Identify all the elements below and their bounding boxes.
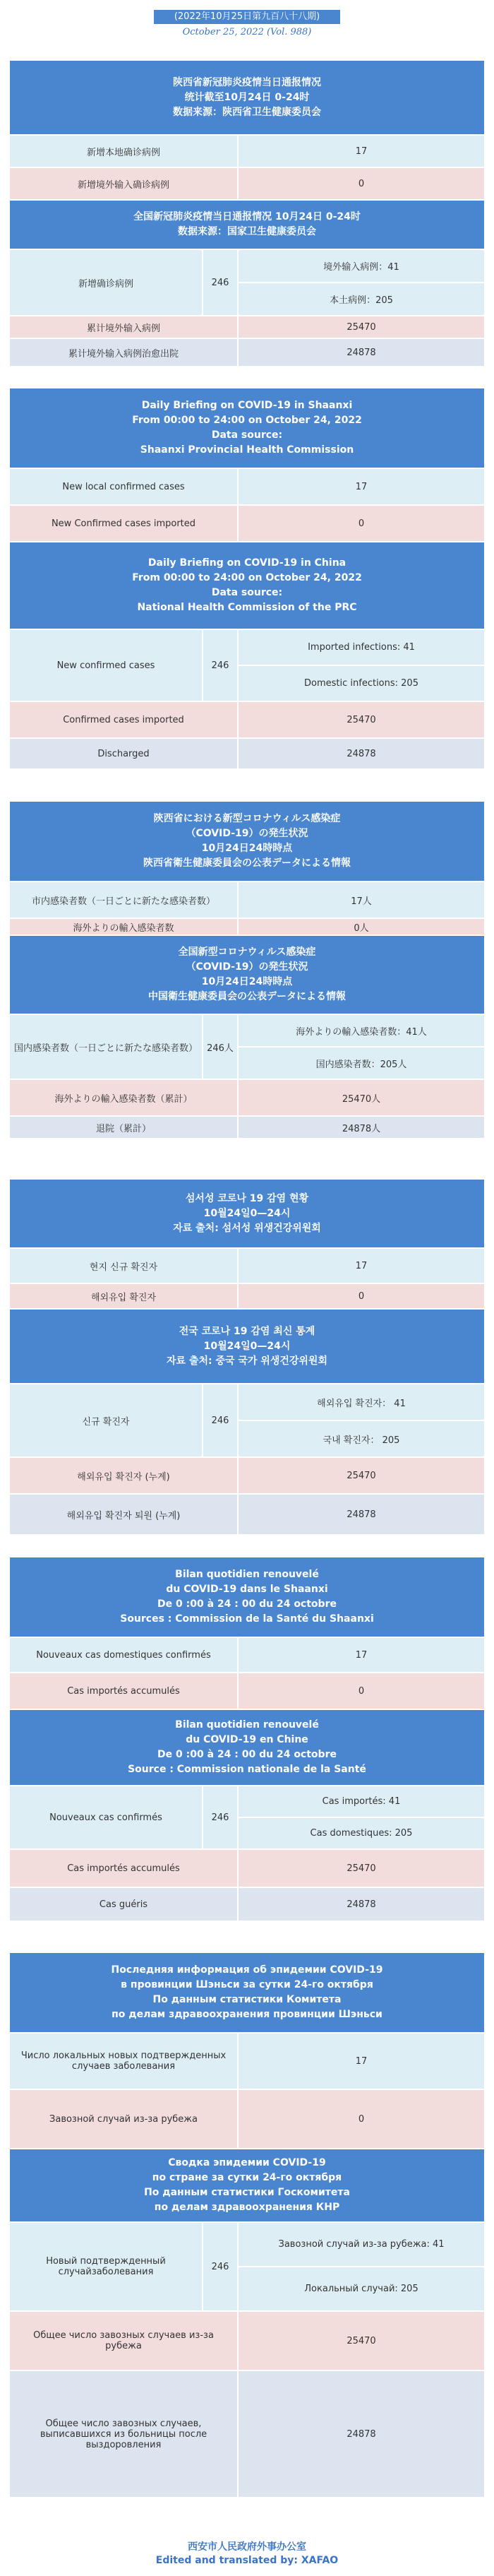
cumulative-imported-row: 海外よりの輸入感染者数（累計） 25470人 bbox=[10, 1079, 484, 1115]
shaanxi-briefing-title: Daily Briefing on COVID-19 in Shaanxi From 00:00 to 24:00 on October 24, 2022 Data source: Shaanxi Provincial Health Commission bbox=[10, 388, 484, 468]
china-new-cases-row: 国内感染者数（一日ごとに新たな感染者数） 246人 海外よりの輸入感染者数：41人 国内感染者数：205人 bbox=[10, 1014, 484, 1079]
issue-date-en: October 25, 2022 (Vol. 988) bbox=[182, 27, 312, 37]
new-imported-cases-row: Cas importés accumulés 0 bbox=[10, 1672, 484, 1709]
new-local-cases-row: 市内感染者数（一日ごとに新たな感染者数） 17人 bbox=[10, 881, 484, 918]
new-local-cases-row: 현지 신규 확진자 17 bbox=[10, 1247, 484, 1283]
china-new-cases-row: Новый подтвержденный случайзаболевания 246 Завозной случай из-за рубежа: 41 Локальный случай: 205 bbox=[10, 2221, 484, 2310]
china-briefing-title: Daily Briefing on COVID-19 in China From 00:00 to 24:00 on October 24, 2022 Data source: National Health Commission of the PRC bbox=[10, 541, 484, 629]
issue-date-cn: (2022年10月25日第九百八十八期) bbox=[154, 10, 340, 24]
new-local-cases-row: 新增本地确诊病例 17 bbox=[10, 134, 484, 167]
new-local-cases-row: New local confirmed cases 17 bbox=[10, 468, 484, 504]
cumulative-imported-row: 해외유입 확진자 (누계) 25470 bbox=[10, 1456, 484, 1493]
china-briefing-title: 전국 코로나 19 감염 최신 통계 10월24일0—24시 자료 출처: 중국 국가 위생건강위원회 bbox=[10, 1308, 484, 1383]
recovered-row: Cas guéris 24878 bbox=[10, 1887, 484, 1921]
section-chinese bbox=[10, 61, 484, 366]
section-french bbox=[10, 1557, 484, 1921]
china-new-cases-row: Nouveaux cas confirmés 246 Cas importés: 41 Cas domestiques: 205 bbox=[10, 1785, 484, 1848]
section-russian bbox=[10, 1953, 484, 2497]
china-new-cases-row: 新增确诊病例 246 境外输入病例：41 本土病例：205 bbox=[10, 249, 484, 315]
shaanxi-briefing-title: 陝西省における新型コロナウィルス感染症 （COVID-19）の発生状況 10月24日24時時点 陝西省衛生健康委員会の公表データによる情報 bbox=[10, 802, 484, 881]
china-briefing-title: Bilan quotidien renouvelé du COVID-19 en Chine De 0 :00 à 24 : 00 du 24 octobre Source : Commission nationale de la Santé bbox=[10, 1709, 484, 1785]
china-new-cases-row: New confirmed cases 246 Imported infections: 41 Domestic infections: 205 bbox=[10, 629, 484, 701]
shaanxi-briefing-title: 陕西省新冠肺炎疫情当日通报情况 统计截至10月24日 0-24时 数据来源：陕西省卫生健康委员会 bbox=[10, 61, 484, 134]
discharged-row: Discharged 24878 bbox=[10, 737, 484, 768]
imported-accumulated-row: Cas importés accumulés 25470 bbox=[10, 1848, 484, 1887]
cumulative-imported-row: 累计境外输入病例 25470 bbox=[10, 315, 484, 338]
new-imported-cases-row: Завозной случай из-за рубежа 0 bbox=[10, 2089, 484, 2148]
china-briefing-title: 全国新型コロナウィルス感染症 （COVID-19）の発生状況 10月24日24時時点 中国衛生健康委員会の公表データによる情報 bbox=[10, 934, 484, 1014]
section-english bbox=[10, 388, 484, 768]
new-local-cases-row: Nouveaux cas domestiques confirmés 17 bbox=[10, 1637, 484, 1672]
cumulative-discharged-row: Общее число завозных случаев, выписавшихся из больницы после выздоровления 24878 bbox=[10, 2370, 484, 2497]
new-imported-cases-row: 海外よりの輸入感染者数 0人 bbox=[10, 918, 484, 934]
cumulative-imported-row: Общее число завозных случаев из-за рубежа 25470 bbox=[10, 2310, 484, 2370]
section-japanese bbox=[10, 802, 484, 1138]
new-imported-cases-row: New Confirmed cases imported 0 bbox=[10, 504, 484, 541]
shaanxi-briefing-title: Bilan quotidien renouvelé du COVID-19 dans le Shaanxi De 0 :00 à 24 : 00 du 24 octobre Sources : Commission de la Santé du Shaanxi bbox=[10, 1557, 484, 1637]
china-briefing-title: 全国新冠肺炎疫情当日通报情况 10月24日 0-24时 数据来源：国家卫生健康委员会 bbox=[10, 199, 484, 249]
china-briefing-title: Сводка эпидемии COVID-19 по стране за сутки 24-го октября По данным статистики Госкомитета по делам здравоохранения КНР bbox=[10, 2148, 484, 2221]
new-imported-cases-row: 新增境外输入确诊病例 0 bbox=[10, 167, 484, 199]
section-korean bbox=[10, 1180, 484, 1534]
discharged-row: 退院（累計） 24878人 bbox=[10, 1115, 484, 1138]
discharged-row: 累计境外输入病例治愈出院 24878 bbox=[10, 338, 484, 366]
cumulative-discharged-row: 해외유입 확진자 퇴원 (누계) 24878 bbox=[10, 1493, 484, 1534]
china-new-cases-row: 신규 확진자 246 해외유입 확진자： 41 국내 확진자： 205 bbox=[10, 1383, 484, 1456]
publisher-name: 西安市人民政府外事办公室 bbox=[188, 2541, 306, 2553]
translation-credit: Edited and translated by: XAFAO bbox=[155, 2555, 339, 2566]
shaanxi-briefing-title: Последняя информация об эпидемии COVID-19 в провинции Шэньси за сутки 24-го октября По данным статистики Комитета по делам здравоохранения провинции Шэньси bbox=[10, 1953, 484, 2032]
new-local-cases-row: Число локальных новых подтвержденных случаев заболевания 17 bbox=[10, 2032, 484, 2089]
new-imported-cases-row: 해외유입 확진자 0 bbox=[10, 1283, 484, 1308]
shaanxi-briefing-title: 섬서성 코로나 19 감염 현황 10월24일0—24시 자료 출처: 섬서성 위생건강위원회 bbox=[10, 1180, 484, 1247]
confirmed-imported-row: Confirmed cases imported 25470 bbox=[10, 701, 484, 737]
